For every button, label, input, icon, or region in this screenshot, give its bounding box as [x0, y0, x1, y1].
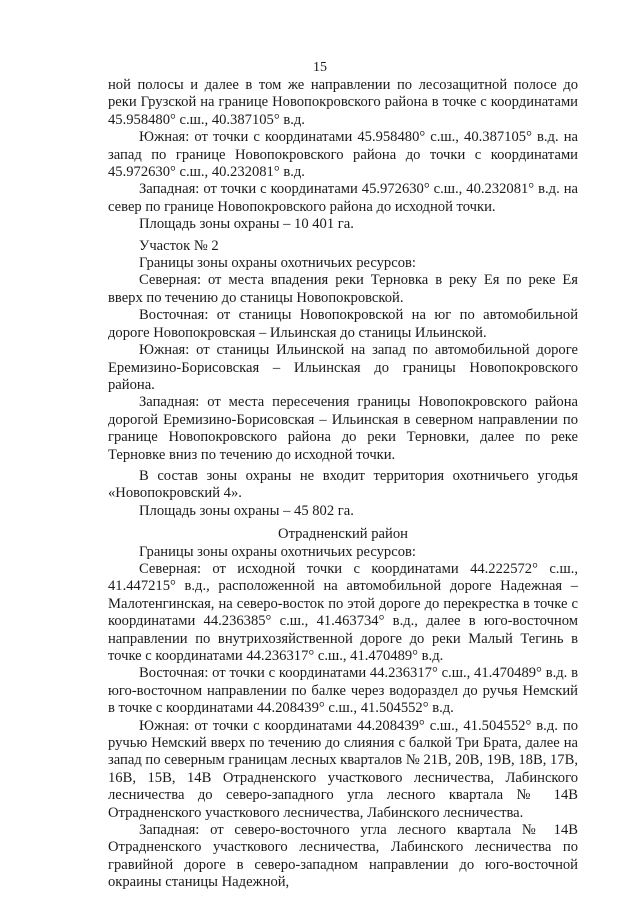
paragraph: Участок № 2	[139, 237, 219, 254]
page-number: 15	[313, 60, 327, 75]
section-heading: Отрадненский район	[278, 526, 408, 543]
paragraph: Площадь зоны охраны – 10 401 га.	[139, 216, 354, 233]
paragraph: Границы зоны охраны охотничьих ресурсов:	[139, 543, 416, 560]
paragraph: Северная: от исходной точки с координатами 44.222572° с.ш., 41.447215° в.д., расположенной на автомобильной дороге Надежная – Малотенгинская, на северо-восток по этой дороге до перекрестка в точке с координатами 44.236385° с.ш., 41.463734° в.д., далее в юго-восточном направлении по внутрихозяйственной дороге до реки Малый Тегинь в точке с координатами 44.236317° с.ш., 41.470489° в.д.	[108, 560, 578, 664]
paragraph: Западная: от точки с координатами 45.972630° с.ш., 40.232081° в.д. на север по границе Новопокровского района до исходной точки.	[108, 181, 578, 215]
paragraph: Южная: от станицы Ильинской на запад по автомобильной дороге Еремизино-Борисовская – Ильинская до границы Новопокровского района.	[108, 342, 578, 393]
paragraph: Границы зоны охраны охотничьих ресурсов:	[139, 255, 416, 272]
paragraph: В состав зоны охраны не входит территория охотничьего угодья «Новопокровский 4».	[108, 467, 578, 502]
document-body	[108, 77, 578, 892]
paragraph: Восточная: от точки с координатами 44.236317° с.ш., 41.470489° в.д. в юго-восточном направлении по балке через водораздел до ручья Немский в точке с координатами 44.208439° с.ш., 41.504552° в.д.	[108, 665, 578, 717]
paragraph: Южная: от точки с координатами 45.958480° с.ш., 40.387105° в.д. на запад по границе Новопокровского района до точки с координатами 45.972630° с.ш., 40.232081° в.д.	[108, 129, 578, 181]
paragraph: Площадь зоны охраны – 45 802 га.	[139, 502, 354, 519]
paragraph: Восточная: от станицы Новопокровской на юг по автомобильной дороге Новопокровская – Ильинская до станицы Ильинской.	[108, 307, 578, 341]
paragraph: Южная: от точки с координатами 44.208439° с.ш., 41.504552° в.д. по ручью Немский вверх по течению до слияния с балкой Три Брата, далее на запад по северным границам лесных кварталов № 21В, 20В, 19В, 18В, 17В, 16В, 15В, 14В Отрадненского участкового лесничества, Лабинского лесничества до северо-западного угла лесного квартала № 14В Отрадненского участкового лесничества, Лабинского лесничества.	[108, 717, 578, 821]
paragraph: Северная: от места впадения реки Терновка в реку Ея по реке Ея вверх по течению до станицы Новопокровской.	[108, 272, 578, 306]
paragraph: ной полосы и далее в том же направлении по лесозащитной полосе до реки Грузской на границе Новопокровского района в точке с координатами 45.958480° с.ш., 40.387105° в.д.	[108, 77, 578, 128]
paragraph: Западная: от места пересечения границы Новопокровского района дорогой Еремизино-Борисовская – Ильинская в северном направлении по границе Новопокровского района до реки Терновки, далее по реке Терновке вниз по течению до исходной точки.	[108, 394, 578, 463]
paragraph: Западная: от северо-восточного угла лесного квартала № 14В Отрадненского участкового лесничества, Лабинского лесничества по гравийной дороге в северо-западном направлении до юго-восточной окраины станицы Надежной,	[108, 822, 578, 891]
